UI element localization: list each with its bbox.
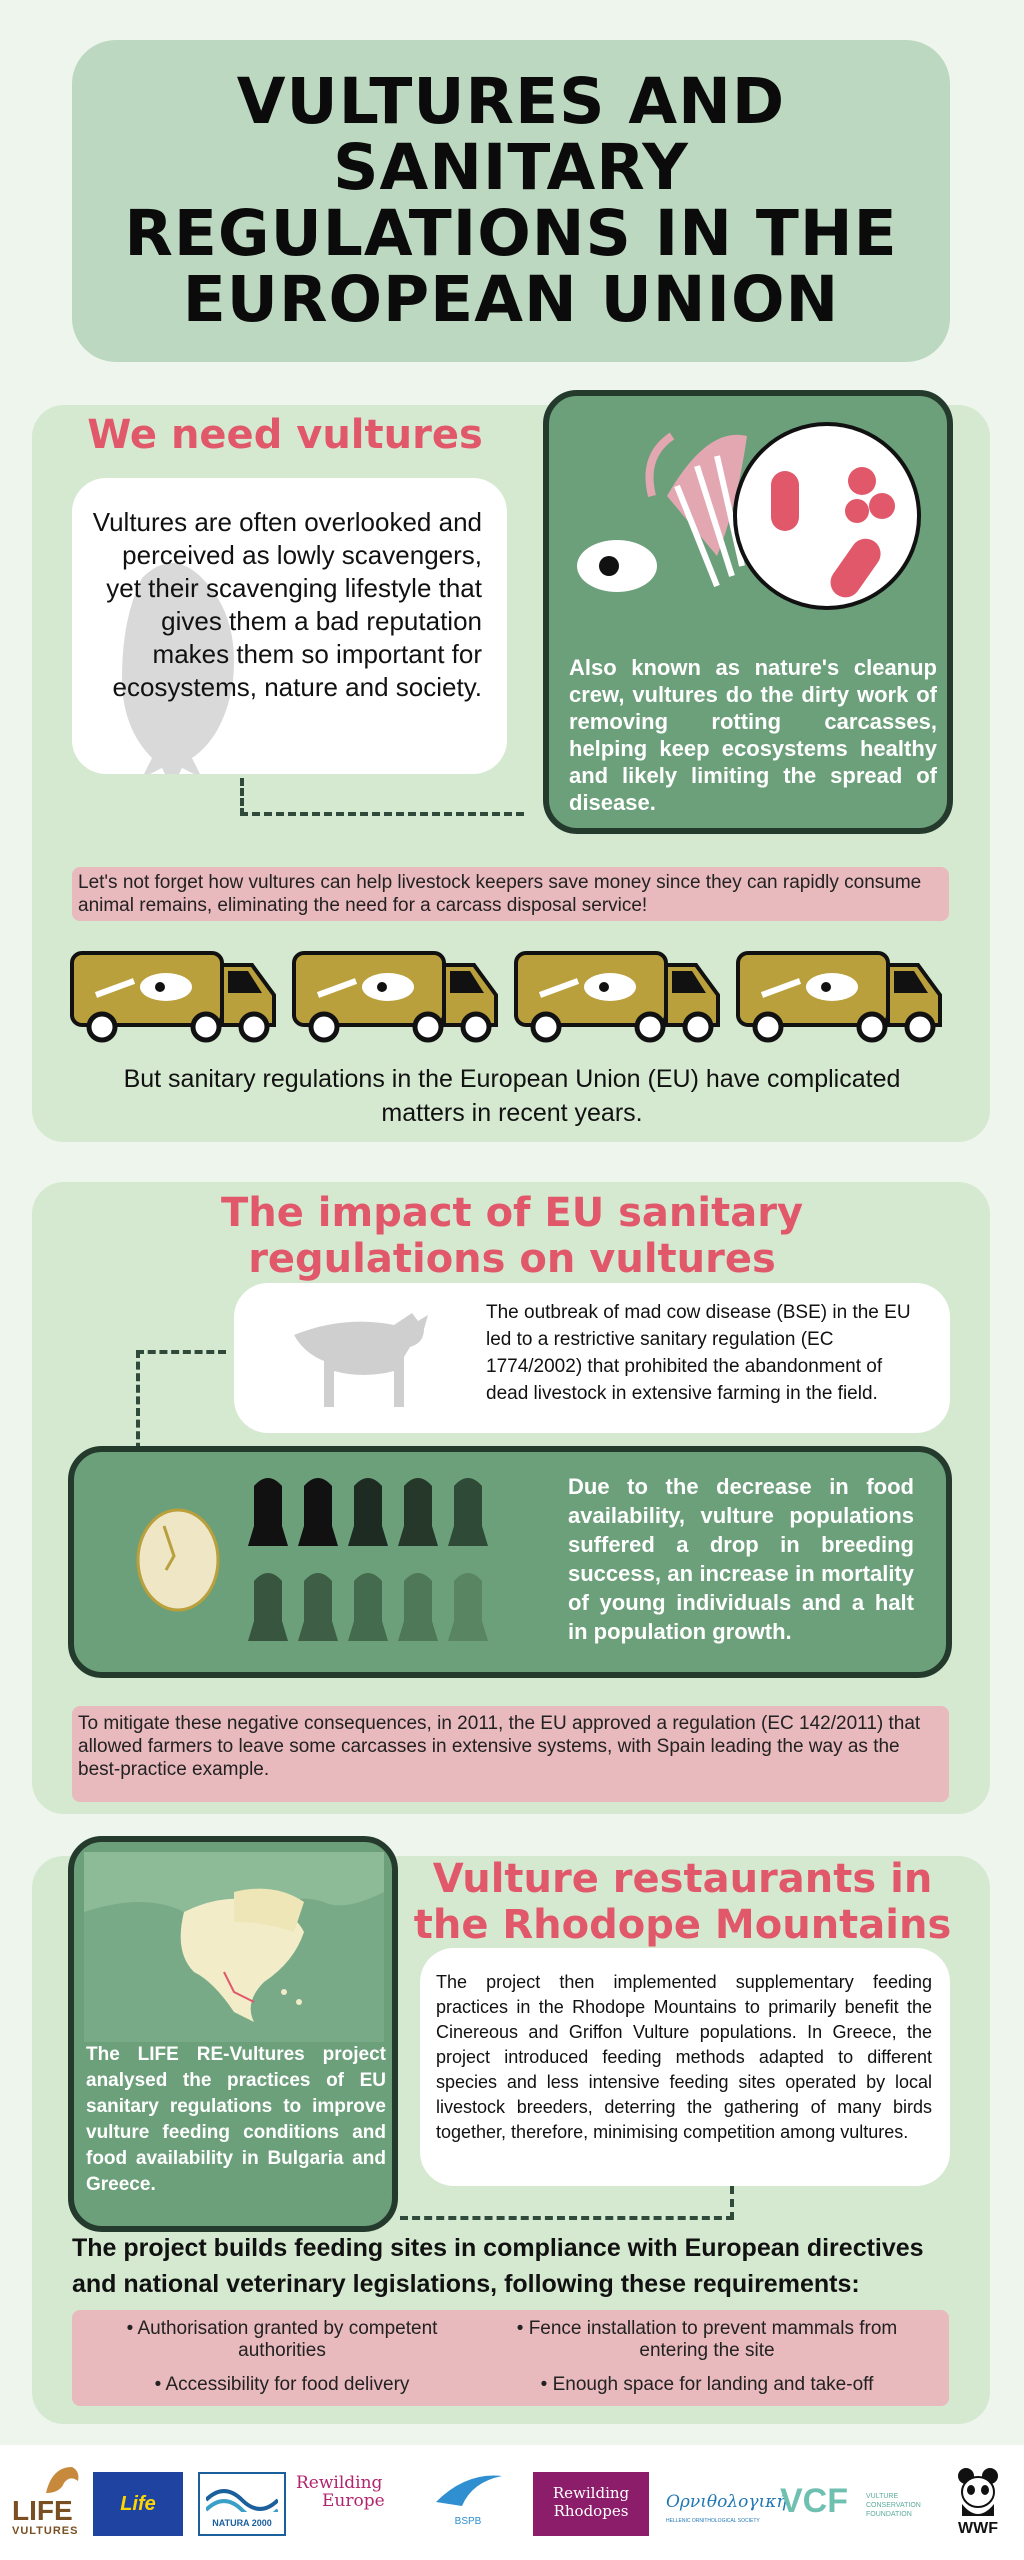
vulture-population-icon	[244, 1466, 504, 1666]
project-card	[420, 1948, 950, 2186]
requirement-item: • Authorisation granted by competent authorities	[126, 2318, 438, 2361]
vulture-head-icon	[42, 2463, 82, 2499]
section1-footer-text: But sanitary regulations in the European Union (EU) have complicated matters in recent years.	[123, 1065, 901, 1127]
bspb-logo-text: BSPB	[454, 2516, 482, 2527]
requirements-box	[72, 2310, 949, 2406]
hos-logo	[666, 2472, 787, 2536]
cleanup-card	[543, 390, 953, 834]
wwf-logo	[946, 2466, 1010, 2542]
rewilding-europe-logo: Rewilding Europe	[296, 2473, 385, 2511]
hos-logo-subtext: HELLENIC ORNITHOLOGICAL SOCIETY	[666, 2518, 760, 2524]
vcf-logo	[780, 2472, 940, 2536]
life-vultures-logo	[12, 2463, 88, 2543]
money-note: Let's not forget how vultures can help livestock keepers save money since they can rapidly consume animal remains, eliminating the need for a carcass disposal service!	[72, 867, 949, 921]
dashed-connector	[240, 778, 524, 816]
carcass-truck-icon	[72, 953, 274, 1040]
eu-life-logo: Life	[93, 2472, 183, 2536]
project-text: The project then implemented supplementary feeding practices in the Rhodope Mountains to primarily benefit the Cinereous and Griffon Vulture populations. In Greece, the project introduced feeding methods adapted to different species and less intensive feeding sites operated by local livestock breeders, deterring the gathering of many birds together, therefore, minimising competition among vultures.	[436, 1972, 932, 2142]
requirement-item: • Accessibility for food delivery	[154, 2374, 410, 2395]
natura-waves-icon	[206, 2480, 278, 2512]
vultures-logo-text: VULTURES	[12, 2525, 79, 2537]
title-banner	[72, 40, 950, 362]
panda-icon	[954, 2466, 1002, 2518]
wwf-logo-text: WWF	[958, 2520, 998, 2537]
section1-title: We need vultures	[87, 412, 483, 458]
decline-text: Due to the decrease in food availability, vulture populations suffered a drop in breeding success, an increase in mortality of young individuals and a halt in population growth.	[568, 1474, 914, 1644]
requirement-item: • Enough space for landing and take-off	[540, 2374, 874, 2395]
natura-2000-logo	[198, 2472, 286, 2536]
requirement-item: • Fence installation to prevent mammals from entering the site	[516, 2318, 898, 2361]
intro-text: Vultures are often overlooked and perceived as lowly scavengers, yet their scavenging lifestyle that gives them a bad reputation makes them so important for ecosystems, nature and society.	[92, 507, 482, 702]
natura-logo-text: NATURA 2000	[212, 2518, 272, 2528]
rewilding-rhodopes-logo: Rewilding Rhodopes	[533, 2472, 649, 2536]
bspb-logo	[428, 2472, 508, 2536]
mitigation-note: To mitigate these negative consequences, in 2011, the EU approved a regulation (EC 142/2011) that allowed farmers to leave some carcasses in extensive systems, with Spain leading the way as the best-practice example.	[72, 1706, 949, 1802]
requirements-heading: The project builds feeding sites in compliance with European directives and national veterinary legislations, following these requirements:	[72, 2234, 924, 2298]
egg-icon	[124, 1496, 234, 1616]
decline-card	[68, 1446, 952, 1678]
cleanup-text: Also known as nature's cleanup crew, vultures do the dirty work of removing rotting carcasses, helping keep ecosystems healthy and likely limiting the spread of disease.	[569, 655, 937, 815]
bse-text: The outbreak of mad cow disease (BSE) in the EU led to a restrictive sanitary regulation (EC 1774/2002) that prohibited the abandonment of dead livestock in extensive farming in the field.	[486, 1302, 911, 1404]
hos-logo-text: Ορνιθολογική	[666, 2492, 787, 2512]
vcf-logo-subtext: VULTURE CONSERVATION FOUNDATION	[866, 2493, 921, 2518]
map-card	[68, 1836, 398, 2232]
section3-title: Vulture restaurants in the Rhodope Mountains	[413, 1856, 952, 1948]
intro-card	[72, 478, 507, 774]
dashed-connector-3	[400, 2186, 734, 2220]
cow-silhouette-icon	[284, 1295, 434, 1420]
bird-wing-icon	[434, 2472, 504, 2512]
bse-card	[234, 1283, 950, 1433]
map-text: The LIFE RE-Vultures project analysed the practices of EU sanitary regulations to improve vulture feeding conditions and food availability in Bulgaria and Greece.	[86, 2044, 386, 2195]
carcass-bacteria-illustration-icon	[557, 406, 947, 646]
page-title: VULTURES AND SANITARY REGULATIONS IN THE EUROPEAN UNION	[124, 65, 898, 336]
section2-title: The impact of EU sanitary regulations on vultures	[220, 1190, 804, 1282]
balkans-map-icon	[84, 1852, 384, 2042]
vcf-logo-text: VCF	[780, 2482, 848, 2520]
life-logo-text: LIFE	[12, 2495, 73, 2526]
truck-row	[66, 945, 956, 1045]
